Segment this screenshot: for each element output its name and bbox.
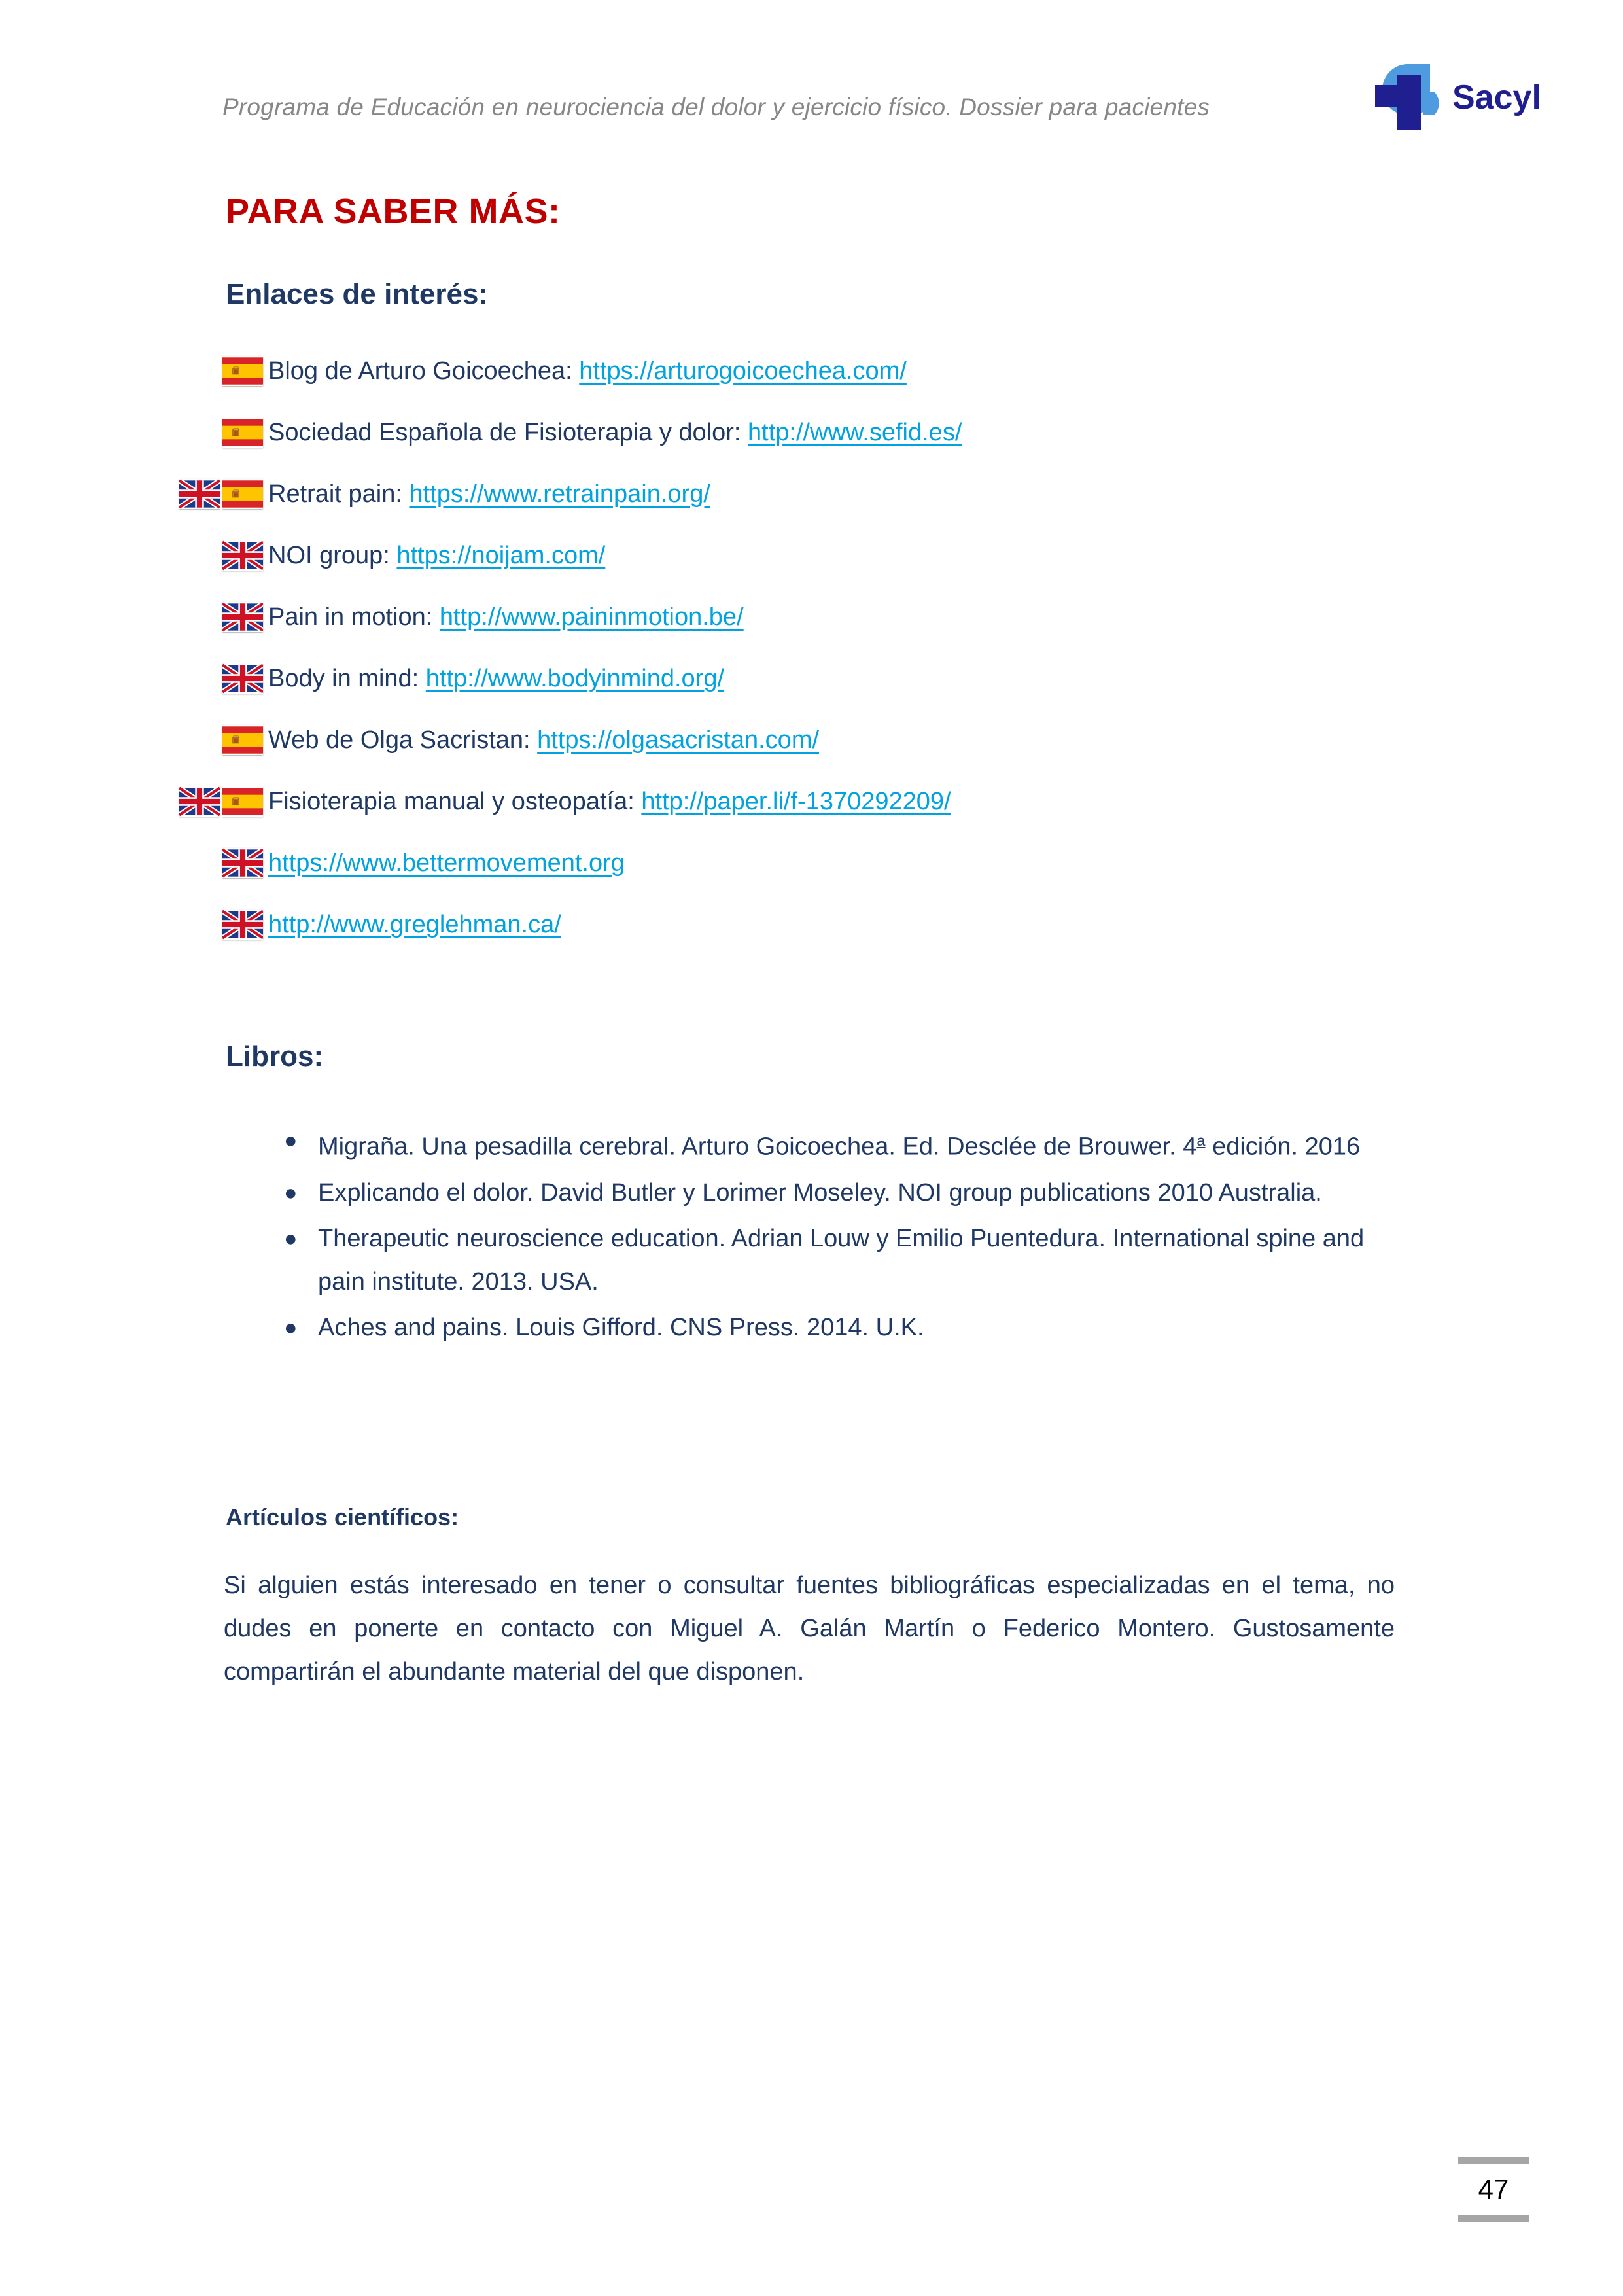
- link-row: [164, 832, 1537, 894]
- link-url[interactable]: https://www.bettermovement.org: [268, 849, 625, 877]
- flag-group: [164, 479, 268, 509]
- flag-group: [164, 786, 268, 817]
- header-title: Programa de Educación en neurociencia del dolor y ejercicio físico. Dossier para pacientes: [222, 94, 1210, 120]
- link-url[interactable]: https://arturogoicoechea.com/: [579, 357, 907, 385]
- link-label: Body in mind:: [268, 665, 426, 692]
- link-entry: [268, 482, 710, 506]
- book-reference: Aches and pains. Louis Gifford. CNS Press. 2014. U.K.: [318, 1313, 924, 1341]
- page-number-block: [1458, 2157, 1529, 2222]
- flag-group: [164, 602, 268, 632]
- link-label: Pain in motion:: [268, 603, 440, 631]
- link-url[interactable]: http://www.greglehman.ca/: [268, 911, 561, 938]
- link-row: [164, 894, 1537, 955]
- page-title: PARA SABER MÁS:: [226, 192, 561, 231]
- spain-flag-icon: [222, 479, 263, 509]
- link-url[interactable]: https://olgasacristan.com/: [537, 726, 820, 754]
- svg-text:Sacyl: Sacyl: [1452, 79, 1541, 116]
- uk-flag-icon: [222, 910, 263, 940]
- link-entry: [268, 728, 819, 752]
- spain-flag-icon: [222, 786, 263, 817]
- link-entry: [268, 420, 962, 445]
- bullet-icon: ●: [284, 1226, 298, 1251]
- book-reference: Therapeutic neuroscience education. Adrian Louw y Emilio Puentedura. International spine and pain institute. 2013. USA.: [318, 1224, 1365, 1296]
- link-label: Sociedad Española de Fisioterapia y dolor:: [268, 419, 748, 446]
- link-row: [164, 586, 1537, 648]
- bullet-icon: ●: [284, 1128, 298, 1153]
- page-header: [222, 79, 1583, 144]
- sacyl-logo: [1361, 59, 1550, 144]
- link-entry: [268, 605, 744, 629]
- list-item: [281, 1217, 1459, 1303]
- spain-flag-icon: [222, 417, 263, 448]
- spain-flag-icon: [222, 356, 263, 386]
- link-row: [164, 771, 1537, 832]
- link-row: [164, 340, 1537, 402]
- list-item: [281, 1306, 1459, 1349]
- link-entry: [268, 359, 907, 383]
- uk-flag-icon: [222, 540, 263, 571]
- link-url[interactable]: https://www.retrainpain.org/: [409, 480, 710, 508]
- flag-group: [164, 417, 268, 448]
- page-number-top-rule: [1458, 2157, 1529, 2164]
- book-reference: Explicando el dolor. David Butler y Lorimer Moseley. NOI group publications 2010 Australia.: [318, 1178, 1322, 1207]
- link-url[interactable]: https://noijam.com/: [396, 542, 606, 569]
- page-number-bottom-rule: [1458, 2215, 1529, 2222]
- link-label: NOI group:: [268, 542, 397, 569]
- uk-flag-icon: [222, 663, 263, 694]
- flag-group: [164, 540, 268, 571]
- sacyl-logo-svg: [1361, 59, 1550, 144]
- books-section-heading: Libros:: [226, 1040, 324, 1072]
- list-item: [281, 1171, 1459, 1214]
- flag-group: [164, 848, 268, 878]
- uk-flag-icon: [179, 479, 220, 509]
- page-number: 47: [1478, 2174, 1509, 2204]
- link-row: [164, 648, 1537, 709]
- flag-group: [164, 663, 268, 694]
- link-entry: [268, 666, 724, 691]
- links-section-heading: Enlaces de interés:: [226, 278, 489, 310]
- link-entry: [268, 912, 561, 937]
- link-url[interactable]: http://paper.li/f-1370292209/: [641, 788, 951, 815]
- flag-group: [164, 725, 268, 755]
- uk-flag-icon: [179, 786, 220, 817]
- link-row: [164, 402, 1537, 463]
- link-label: Retrait pain:: [268, 480, 410, 508]
- list-item: [281, 1119, 1459, 1169]
- link-entry: [268, 851, 625, 875]
- link-label: Web de Olga Sacristan:: [268, 726, 538, 754]
- link-label: Fisioterapia manual y osteopatía:: [268, 788, 642, 815]
- link-url[interactable]: http://www.bodyinmind.org/: [425, 665, 725, 692]
- link-row: [164, 463, 1537, 525]
- spain-flag-icon: [222, 725, 263, 755]
- bullet-icon: ●: [284, 1315, 298, 1340]
- link-row: [164, 525, 1537, 586]
- articles-paragraph: Si alguien estás interesado en tener o consultar fuentes bibliográficas especializadas en el tema, no dudes en ponerte en contacto con Miguel A. Galán Martín o Federico Montero. Gustosamente compartirán el abundante material del que disponen.: [224, 1572, 1395, 1686]
- link-row: [164, 709, 1537, 771]
- link-label: Blog de Arturo Goicoechea:: [268, 357, 580, 385]
- uk-flag-icon: [222, 848, 263, 878]
- books-list: [281, 1119, 1459, 1352]
- link-entry: [268, 789, 951, 814]
- link-entry: [268, 543, 605, 568]
- articles-section-heading: Artículos científicos:: [226, 1504, 459, 1530]
- flag-group: [164, 356, 268, 386]
- link-url[interactable]: http://www.paininmotion.be/: [439, 603, 744, 631]
- book-reference: Migraña. Una pesadilla cerebral. Arturo Goicoechea. Ed. Desclée de Brouwer. 4$^a$ edición. 2016: [318, 1132, 1361, 1161]
- flag-group: [164, 910, 268, 940]
- bullet-icon: ●: [284, 1180, 298, 1205]
- uk-flag-icon: [222, 602, 263, 632]
- interest-links-list: [164, 340, 1537, 955]
- link-url[interactable]: http://www.sefid.es/: [748, 419, 962, 446]
